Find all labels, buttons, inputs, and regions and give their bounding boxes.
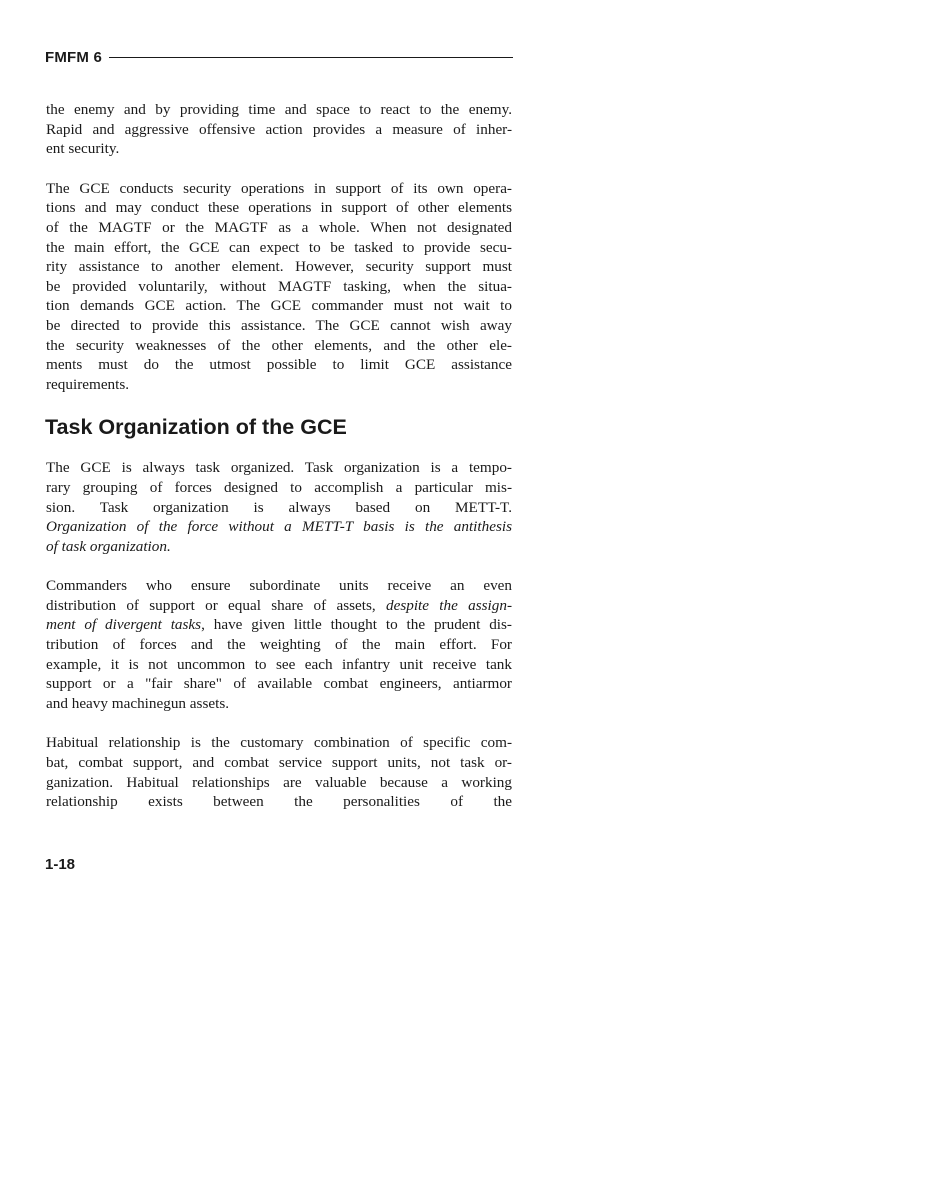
text-line: support or a "fair share" of available combat engineers, antiarmor: [46, 675, 512, 693]
italic-phrase: ment of divergent tasks: [46, 616, 202, 634]
section-heading: Task Organization of the GCE: [45, 415, 347, 440]
text-line: the security weaknesses of the other elements, and the other ele-: [46, 336, 512, 354]
text-line: tion demands GCE action. The GCE commander must not wait to: [46, 297, 512, 315]
text-line: The GCE is always task organized. Task organization is a tempo-: [46, 459, 512, 477]
paragraph: [46, 458, 512, 556]
header-label: FMFM 6: [45, 48, 103, 66]
text-line: rity assistance to another element. However, security support must: [46, 258, 512, 276]
paragraph: [46, 733, 512, 811]
text-line: Commanders who ensure subordinate units receive an even: [46, 577, 512, 595]
text-line: the enemy and by providing time and space to react to the enemy.: [46, 101, 512, 118]
text-line: of the MAGTF or the MAGTF as a whole. When not designated: [46, 218, 512, 236]
text-line: and heavy machinegun assets.: [46, 694, 230, 712]
text-line: bat, combat support, and combat service support units, not task or-: [46, 754, 512, 772]
paragraph: [46, 100, 512, 159]
text-line: ent security.: [46, 140, 120, 158]
running-header: [45, 47, 513, 67]
text-line: example, it is not uncommon to see each infantry unit receive tank: [46, 655, 512, 673]
paragraph: [46, 179, 512, 395]
text-line: tribution of forces and the weighting of the main effort. For: [46, 636, 512, 654]
text-line: ganization. Habitual relationships are valuable because a working: [46, 773, 512, 791]
text-line: Rapid and aggressive offensive action provides a measure of inher-: [46, 120, 512, 138]
text-line: be provided voluntarily, without MAGTF tasking, when the situa-: [46, 277, 512, 295]
text-line: tions and may conduct these operations in support of other elements: [46, 199, 512, 217]
page-number: 1-18: [45, 856, 76, 873]
text-line-italic: of task organization.: [46, 537, 171, 555]
text-line: be directed to provide this assistance. The GCE cannot wish away: [46, 316, 512, 334]
text-line: rary grouping of forces designed to accomplish a particular mis-: [46, 478, 512, 496]
text-line: relationship exists between the personalities of the: [46, 793, 512, 811]
text-line-mixed: ment of divergent tasks, have given little thought to the prudent dis-: [46, 616, 512, 634]
text-line: ments must do the utmost possible to limit GCE assistance: [46, 356, 512, 374]
text-line: the main effort, the GCE can expect to be tasked to provide secu-: [46, 238, 512, 256]
paragraph: [46, 576, 512, 713]
text-line: requirements.: [46, 375, 130, 393]
italic-phrase: despite the assign-: [385, 596, 513, 614]
body-content: [46, 100, 512, 832]
text-line-italic: Organization of the force without a METT-T basis is the antithesis: [46, 518, 512, 536]
text-line-mixed: distribution of support or equal share of assets, despite the assign-: [46, 596, 513, 614]
text-line: Habitual relationship is the customary combination of specific com-: [46, 734, 512, 752]
text-line: The GCE conducts security operations in support of its own opera-: [46, 179, 512, 197]
header-rule: [109, 57, 513, 58]
text-line: sion. Task organization is always based on METT-T.: [46, 498, 512, 516]
